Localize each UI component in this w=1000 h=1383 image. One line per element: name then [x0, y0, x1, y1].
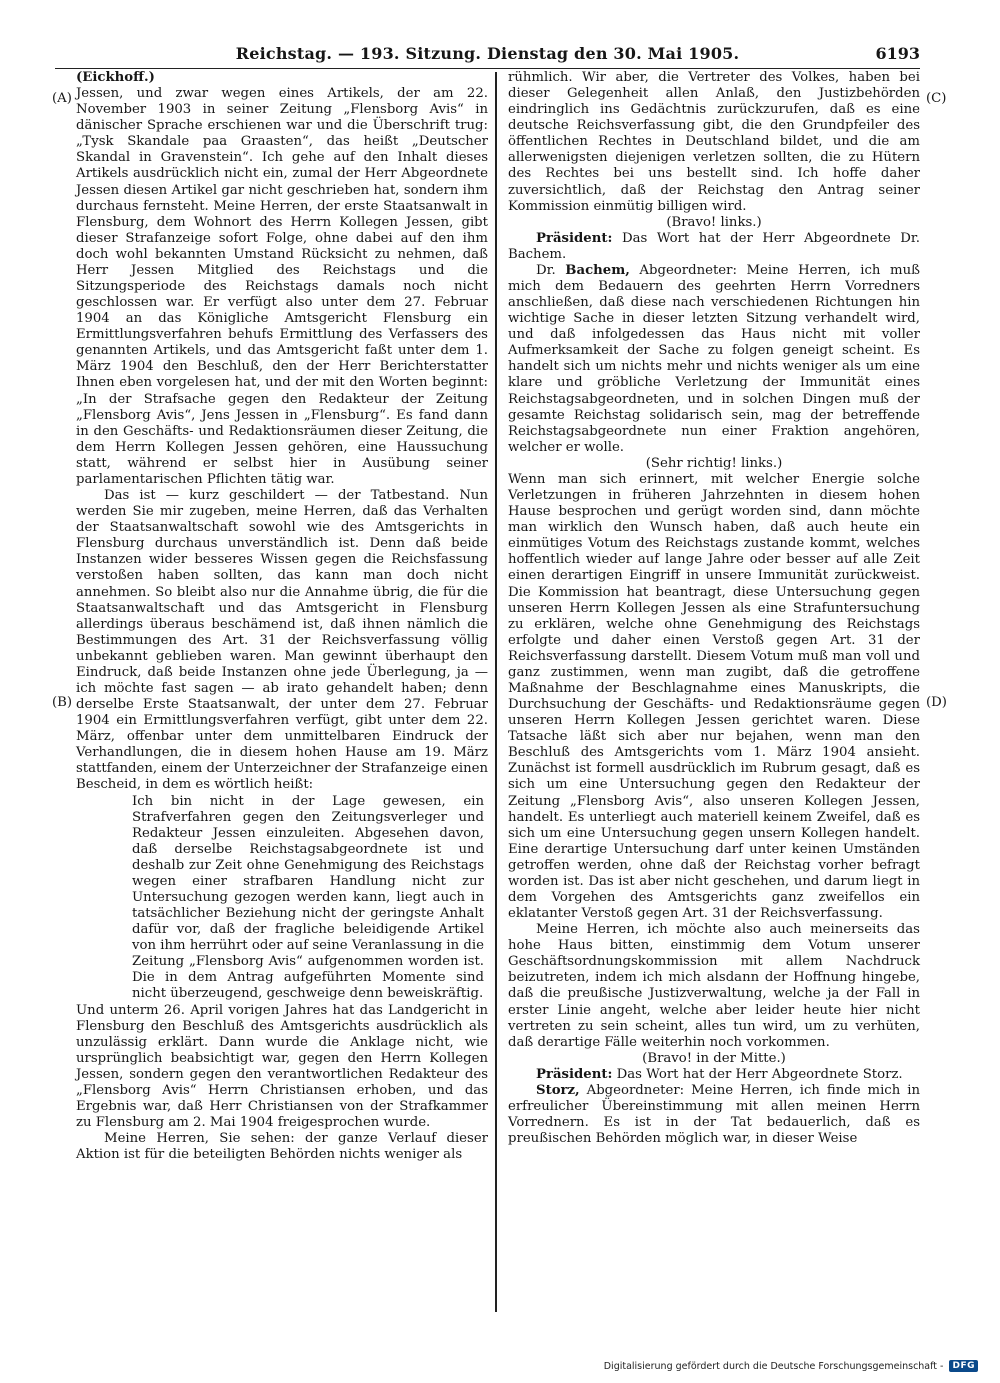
statement-text: Das Wort hat der Herr Abgeordnete Storz. — [616, 1066, 903, 1082]
block-quote: Ich bin nicht in der Lage gewesen, ein Strafverfahren gegen den Zeitungsverleger und Redakteur Jessen einzuleiten. Abgesehen davon, daß derselbe Reichstagsabgeordnete ist und deshalb zur Zeit ohne Genehmigung des Reichstags wegen einer strafbaren Handlung nicht zur Untersuchung gezogen werden kann, liegt auch in tatsächlicher Beziehung nicht der geringste Anhalt dafür vor, daß der fragliche beleidigende Artikel von ihm herrührt oder auf seine Veranlassung in die Zeitung „Flensborg Avis“ aufgenommen worden ist. Die in dem Antrag aufgeführten Momente sind nicht überzeugend, geschweige denn beweiskräftig. — [132, 793, 484, 1002]
margin-marker-b: (B) — [52, 695, 73, 710]
speaker-name: Storz, — [536, 1082, 580, 1098]
interjection: (Bravo! in der Mitte.) — [642, 1050, 786, 1066]
speaker-role: Abgeordneter: — [639, 262, 737, 278]
speech-bachem — [508, 263, 920, 456]
page-header — [55, 44, 920, 69]
margin-marker-d: (D) — [926, 695, 947, 710]
speaker-label: Präsident: — [536, 230, 613, 246]
speaker-continuation: (Eickhoff.) — [76, 70, 155, 85]
dfg-logo: DFG — [949, 1360, 978, 1372]
paragraph: rühmlich. Wir aber, die Vertreter des Volkes, haben bei dieser Gelegenheit allen Anlaß, den Justizbehörden eindringlich ins Gedächtnis zurückzurufen, daß es eine deutsche Reichsverfassung gibt, die den Grundpfeiler des öffentlichen Rechtes in Deutschland bildet, und die am allerwenigsten diejenigen verletzen sollten, die zu Hütern des Rechtes bei uns bestellt sind. Ich hoffe daher zuversichtlich, daß der Reichstag den Antrag seiner Kommission einmütig billigen wird. — [508, 70, 920, 214]
paragraph: Wenn man sich erinnert, mit welcher Energie solche Verletzungen in früheren Jahrzehnten in diesem hohen Hause besprochen und gerügt worden sind, dann möchte man wirklich den Wunsch haben, daß auch heute ein einmütiges Votum des Reichstags zustande kommt, welches hoffentlich wieder auf lange Jahre oder besser auf alle Zeit einen derartigen Eingriff in unsere Immunität zurückweist. Die Kommission hat beantragt, diese Untersuchung gegen unseren Herrn Kollegen Jessen als eine Strafuntersuchung zu erklären, welche ohne Genehmigung des Reichstags erfolgte und daher einen Verstoß gegen Art. 31 der Reichsverfassung darstellt. Diesem Votum muß man voll und ganz zustimmen, wenn man zugibt, daß die getroffene Maßnahme der Beschlagnahme eines Manuskripts, die Durchsuchung der Geschäfts- und Redaktionsräume gegen unseren Herrn Kollegen Jessen gerichtet waren. Diese Tatsache läßt sich aber nur bejahen, wenn man den Beschluß des Amtsgerichts vom 1. März 1904 ansieht. Zunächst ist formell ausdrücklich im Rubrum gesagt, daß es sich um eine Untersuchung gegen den Redakteur der Zeitung „Flensborg Avis“, also unseren Kollegen Jessen, handelt. Es unterliegt auch materiell keinem Zweifel, daß es sich um eine Untersuchung gegen unsern Kollegen handelt. Eine derartige Untersuchung darf unter keinen Umständen getroffen werden, ohne daß der Reichstag vorher befragt worden ist. Das ist aber nicht geschehen, und darum liegt in dem Vorgehen des Amtsgerichts ganz zweifellos ein eklatanter Verstoß gegen Art. 31 der Reichsverfassung. — [508, 471, 920, 922]
margin-marker-c: (C) — [926, 91, 947, 106]
margin-marker-a: (A) — [52, 91, 72, 106]
statement-text: Das Wort hat der Herr Abgeordnete Dr. Bachem. — [508, 230, 920, 262]
speech-storz — [508, 1083, 920, 1147]
speaker-title: Dr. — [536, 262, 556, 278]
paragraph: Meine Herren, Sie sehen: der ganze Verlauf dieser Aktion ist für die beteiligten Behörden nichts weniger als — [76, 1131, 488, 1163]
page-number: 6193 — [875, 44, 920, 63]
right-column — [508, 70, 920, 1147]
speech-text: Meine Herren, ich finde mich in erfreulicher Übereinstimmung mit allen meinen Herrn Vorrednern. Es ist in der Tat bedauerlich, daß es preußischen Behörden möglich war, in dieser Weise — [508, 1082, 920, 1147]
president-statement — [508, 1067, 920, 1083]
speaker-role: Abgeordneter: — [586, 1082, 685, 1098]
speech-text: Meine Herren, ich muß mich dem Bedauern des geehrten Herrn Vorredners anschließen, daß diese nach verschiedenen Richtungen hin wichtige Sache in dieser letzten Sitzung verhandelt wird, und daß infolgedessen das Haus nicht mit voller Aufmerksamkeit der Sache zu folgen geneigt scheint. Es handelt sich um nichts mehr und nichts weniger als um eine klare und gröbliche Verletzung der Immunität eines Reichstagsabgeordneten, und in solchen Dingen muß der gesamte Reichstag solidarisch sein, mag der betreffende Reichstagsabgeordnete nun einer Fraktion angehören, welcher er wolle. — [508, 262, 920, 455]
speaker-label: Präsident: — [536, 1066, 613, 1082]
paragraph: Das ist — kurz geschildert — der Tatbestand. Nun werden Sie mir zugeben, meine Herren, daß das Verhalten der Staatsanwaltschaft sowohl wie des Amtsgerichts in Flensburg durchaus unverständlich ist. Denn daß beide Instanzen wider besseres Wissen gegen die Reichsfassung verstoßen haben sollten, das kann man doch nicht annehmen. So bleibt also nur die Annahme übrig, die für die Staatsanwaltschaft und das Amtsgericht in Flensburg allerdings überaus beschämend ist, daß ihnen nämlich die Bestimmungen des Art. 31 der Reichsverfassung völlig unbekannt geblieben waren. Man gewinnt überhaupt den Eindruck, daß beide Instanzen ohne jede Überlegung, ja — ich möchte fast sagen — ab irato gehandelt haben; denn derselbe Erste Staatsanwalt, der unter dem 27. Februar 1904 ein Ermittlungsverfahren verfügt, gibt unter dem 22. März, offenbar unter dem unmittelbaren Eindruck der Verhandlungen, die in diesem hohen Hause am 19. März stattfanden, einem der Unterzeichner der Strafanzeige einen Bescheid, in dem es wörtlich heißt: — [76, 488, 488, 793]
paragraph: Und unterm 26. April vorigen Jahres hat das Landgericht in Flensburg den Beschluß des Amtsgerichts ausdrücklich als unzulässig erklärt. Dann wurde die Anklage nicht, wie ursprünglich beabsichtigt war, gegen den Herrn Kollegen Jessen, sondern gegen den verantwortlichen Redakteur des „Flensborg Avis“ Herrn Christiansen erhoben, und das Ergebnis war, daß Herr Christiansen von der Strafkammer zu Flensburg am 2. Mai 1904 freigesprochen wurde. — [76, 1002, 488, 1131]
column-divider — [495, 72, 497, 1312]
speaker-name: Bachem, — [565, 262, 630, 278]
paragraph: Jessen, und zwar wegen eines Artikels, der am 22. November 1903 in seiner Zeitung „Flensborg Avis“ in dänischer Sprache erschienen war und die Überschrift trug: „Tysk Skandale paa Graasten“, das heißt „Deutscher Skandal in Gravenstein“. Ich gehe auf den Inhalt dieses Artikels ausdrücklich nicht ein, zumal der Herr Abgeordnete Jessen diesen Artikel gar nicht geschrieben hat, sondern ihm durchaus fernsteht. Meine Herren, der erste Staatsanwalt in Flensburg, dem Wohnort des Herrn Kollegen Jessen, gibt dieser Strafanzeige sofort Folge, ohne dabei auf den ihm doch wohl bekannten Umstand Rücksicht zu nehmen, daß Herr Jessen Mitglied des Reichstags und die Sitzungsperiode des Reichstags damals noch nicht geschlossen war. Er verfügt also unter dem 27. Februar 1904 an das Königliche Amtsgericht Flensburg ein Ermittlungsverfahren behufs Ermittlung des Verfassers des genannten Artikels, und das Amtsgericht faßt unter dem 1. März 1904 den Beschluß, den der Herr Berichterstatter Ihnen eben vorgelesen hat, und der mit den Worten beginnt: „In der Strafsache gegen den Redakteur der Zeitung „Flensborg Avis“, Jens Jessen in „Flensburg“. Es fand dann in den Geschäfts- und Redaktionsräumen dieser Zeitung, die dem Herrn Kollegen Jessen gehören, eine Haussuchung statt, während er selbst hier in Ausübung seiner parlamentarischen Pflichten tätig war. — [76, 86, 488, 487]
credit-text: Digitalisierung gefördert durch die Deutsche Forschungsgemeinschaft - — [603, 1360, 944, 1372]
digitization-credit — [604, 1360, 978, 1372]
president-statement — [508, 231, 920, 263]
running-title: Reichstag. — 193. Sitzung. Dienstag den 30. Mai 1905. — [235, 44, 740, 63]
interjection: (Sehr richtig! links.) — [645, 455, 783, 471]
paragraph: Meine Herren, ich möchte also auch meinerseits das hohe Haus bitten, einstimmig dem Votum unserer Geschäftsordnungskommission mit allem Nachdruck beizutreten, indem ich mich alsdann der Hoffnung hingebe, daß die preußische Justizverwaltung, welche ja der Fall in erster Linie angeht, welche aber leider heute hier nicht vertreten zu sein scheint, alles tun wird, um zu verhüten, daß derartige Fälle weiterhin noch vorkommen. — [508, 922, 920, 1050]
left-column — [76, 70, 488, 1163]
interjection: (Bravo! links.) — [666, 214, 762, 230]
